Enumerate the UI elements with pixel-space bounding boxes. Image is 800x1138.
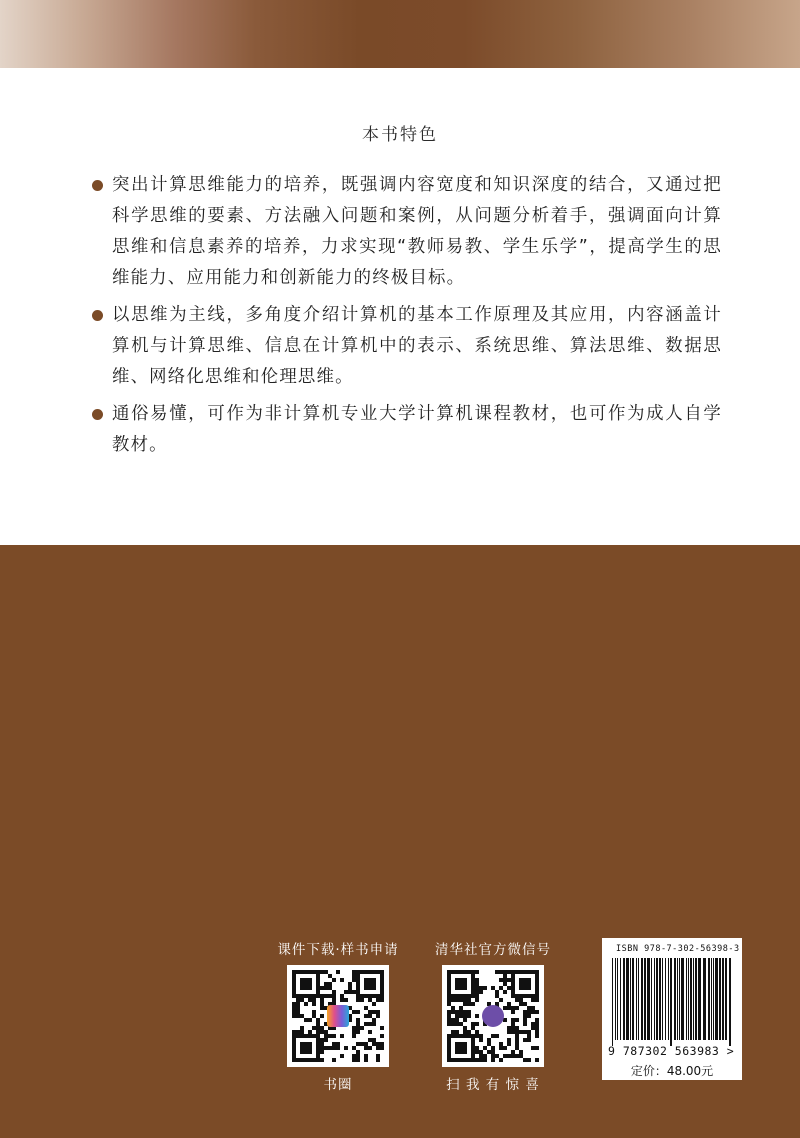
isbn-number: ISBN 978-7-302-56398-3 [616, 944, 740, 954]
top-color-band [0, 0, 800, 68]
section-title: 本书特色 [362, 125, 438, 145]
barcode-icon [602, 938, 742, 1048]
feature-item [92, 300, 722, 393]
isbn-barcode [602, 938, 742, 1080]
bookcircle-logo-icon [327, 1005, 349, 1027]
qr-caption: 课件下载·样书申请 [277, 942, 399, 958]
qr-code-icon [442, 965, 544, 1067]
feature-item [92, 170, 722, 294]
qr-code-icon [287, 965, 389, 1067]
bullet-icon [92, 409, 103, 420]
publisher-logo-icon [482, 1005, 504, 1027]
qr-wechat [428, 940, 558, 1093]
price-label: 定价：48.00元 [630, 1064, 714, 1078]
qr-label: 书圈 [323, 1077, 353, 1093]
bullet-icon [92, 310, 103, 321]
qr-courseware [273, 940, 403, 1093]
barcode-digits: 9 787302 563983 > [608, 1044, 735, 1058]
bullet-icon [92, 180, 103, 191]
qr-caption: 清华社官方微信号 [435, 942, 551, 958]
qr-label: 扫 我 有 惊 喜 [446, 1077, 540, 1093]
feature-list [92, 170, 722, 467]
feature-text: 以思维为主线，多角度介绍计算机的基本工作原理及其应用，内容涵盖计算机与计算思维、信息在计算机中的表示、系统思维、算法思维、数据思维、网络化思维和伦理思维。 [112, 305, 722, 387]
feature-text: 通俗易懂，可作为非计算机专业大学计算机课程教材，也可作为成人自学教材。 [112, 404, 722, 455]
feature-item [92, 399, 722, 461]
feature-text: 突出计算思维能力的培养，既强调内容宽度和知识深度的结合，又通过把科学思维的要素、方法融入问题和案例，从问题分析着手，强调面向计算思维和信息素养的培养，力求实现“教师易教、学生乐学”，提高学生的思维能力、应用能力和创新能力的终极目标。 [112, 175, 722, 288]
